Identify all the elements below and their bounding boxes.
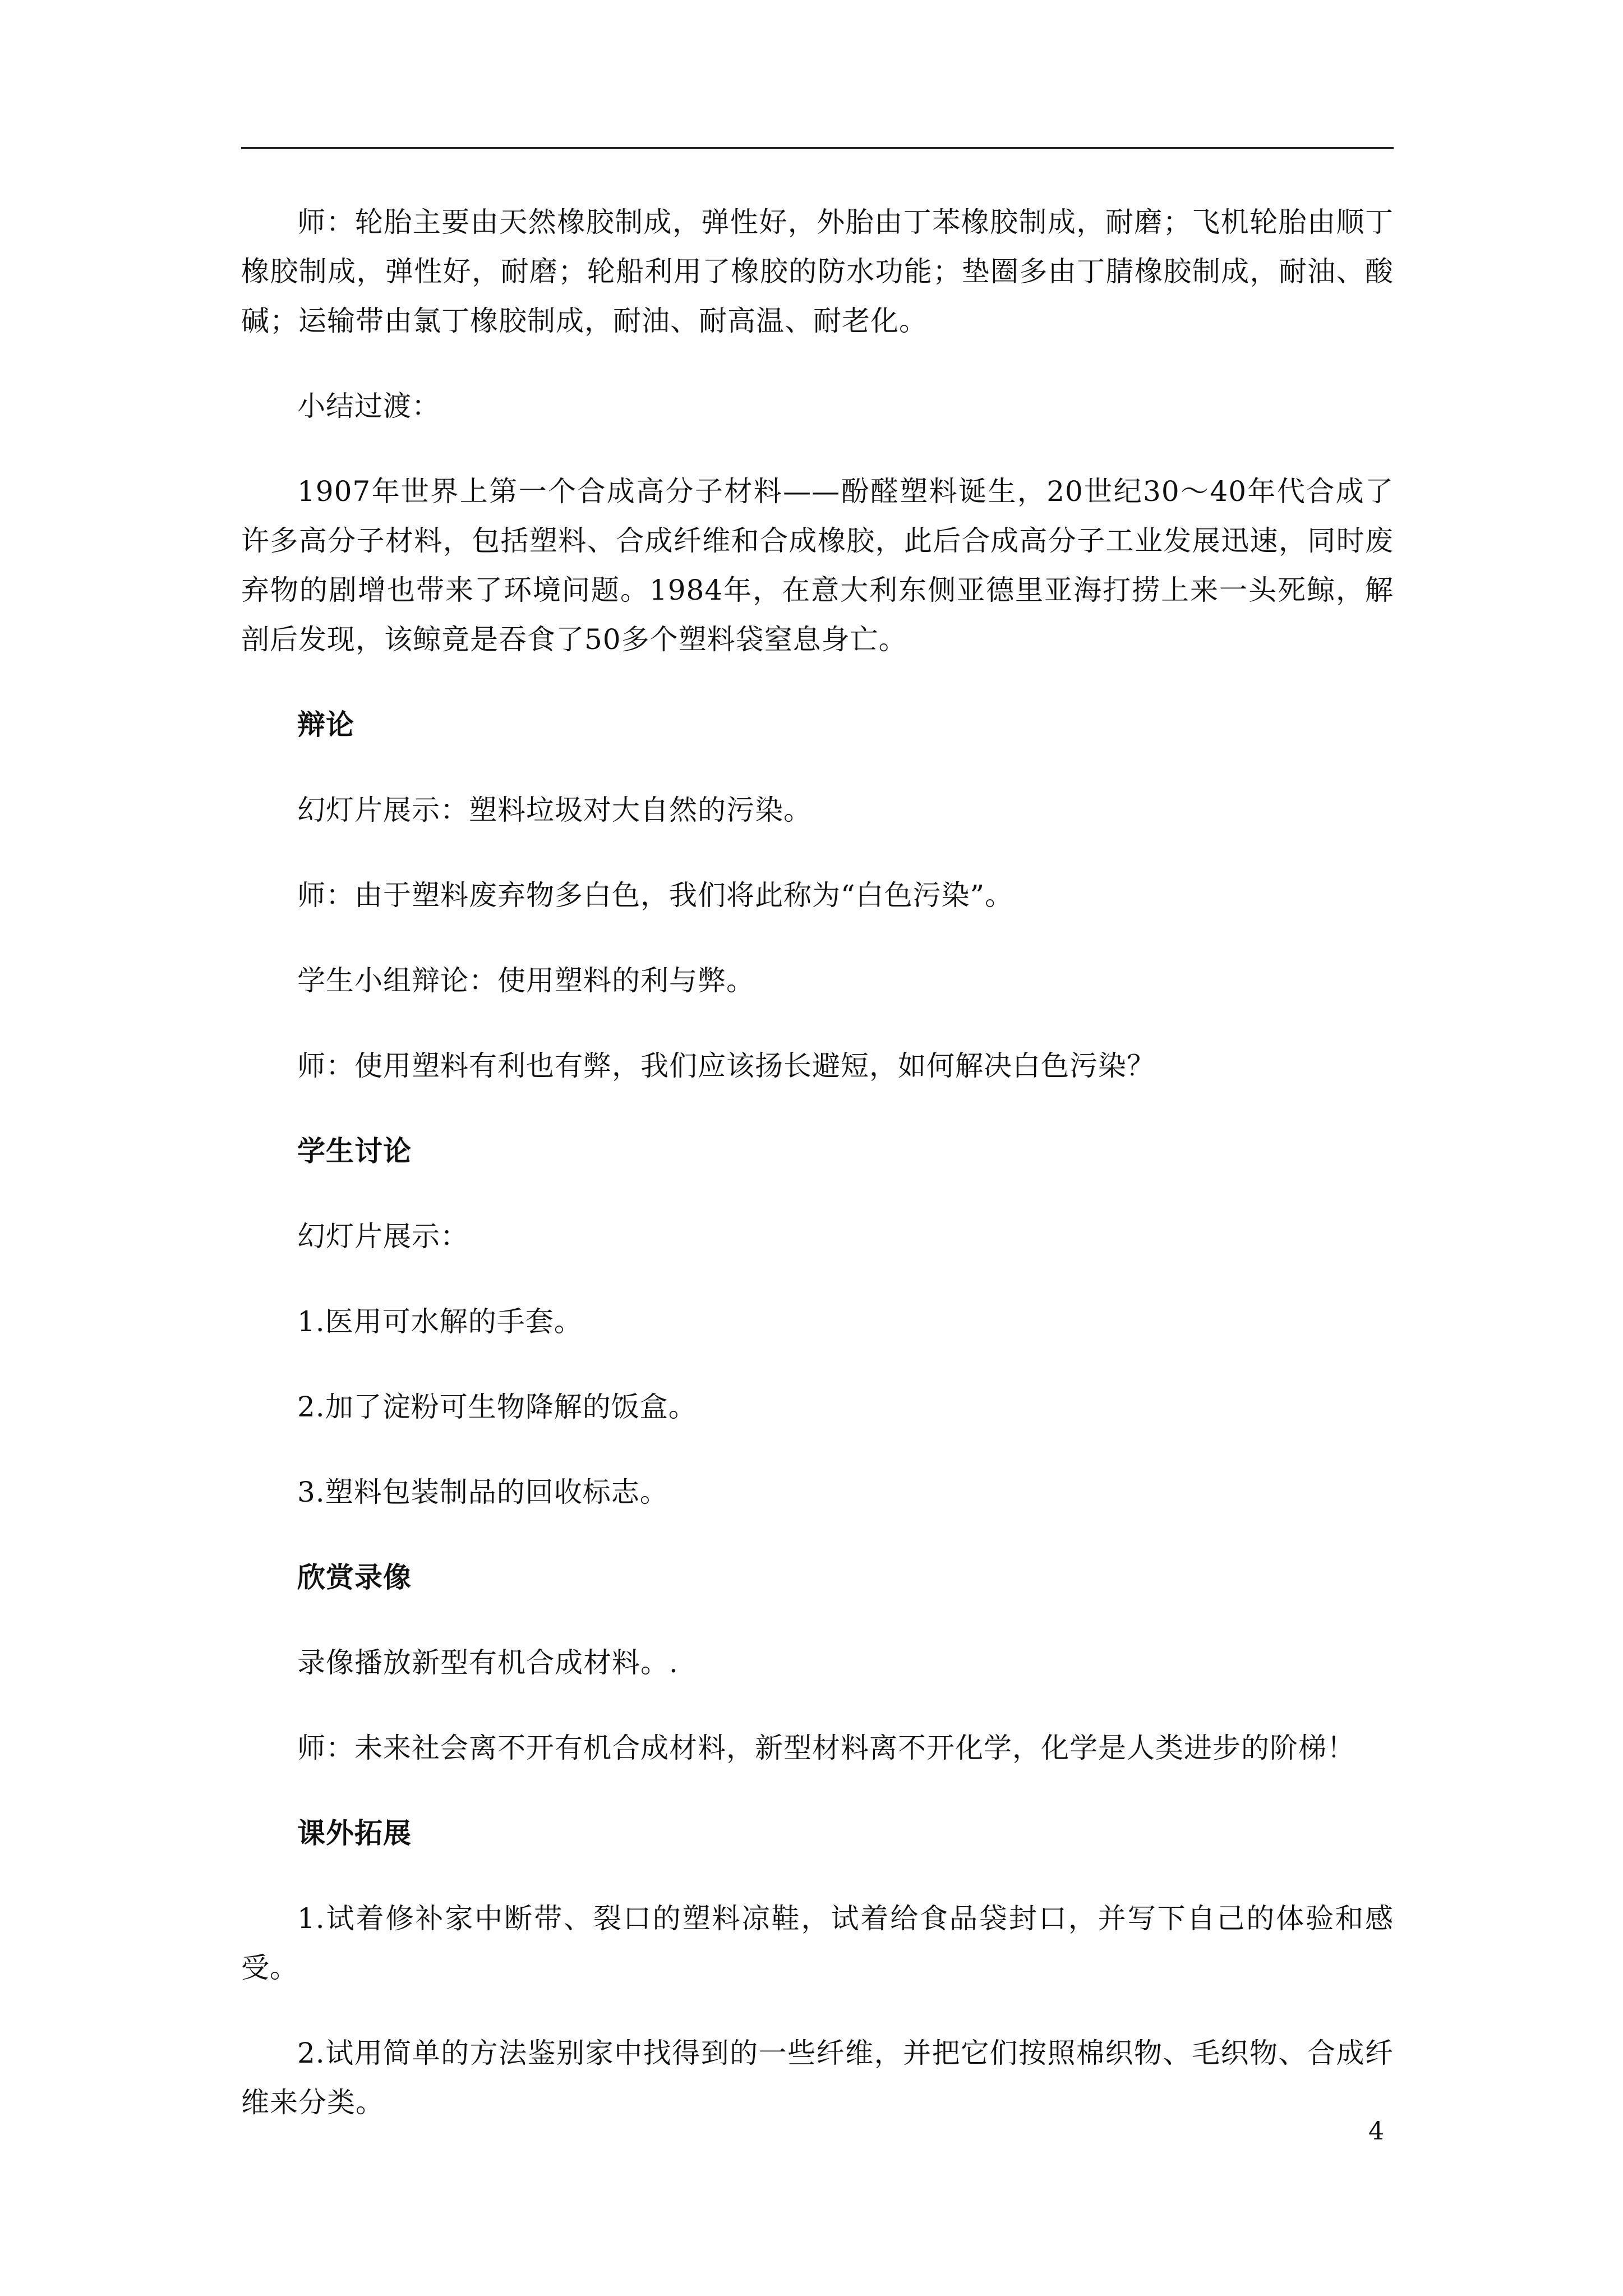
document-body [241, 197, 1394, 2127]
list-item-gloves: 1.医用可水解的手套。 [297, 1305, 583, 1338]
paragraph-video-play: 录像播放新型有机合成材料。. [297, 1646, 679, 1679]
list-item-recycling: 3.塑料包装制品的回收标志。 [297, 1476, 668, 1508]
header-rule [241, 147, 1394, 149]
list-item-lunchbox: 2.加了淀粉可生物降解的饭盒。 [297, 1391, 697, 1423]
heading-debate: 辩论 [297, 708, 354, 741]
paragraph-slide-pollution: 幻灯片展示：塑料垃圾对大自然的污染。 [297, 794, 812, 826]
paragraph-slide-show: 幻灯片展示： [297, 1220, 469, 1253]
paragraph-tire-materials: 师：轮胎主要由天然橡胶制成，弹性好，外胎由丁苯橡胶制成，耐磨；飞机轮胎由顺丁橡胶制成，弹性好，耐磨；轮船利用了橡胶的防水功能；垫圈多由丁腈橡胶制成，耐油、酸碱；运输带由氯丁橡胶制成，耐油、耐高温、耐老化。 [241, 206, 1394, 337]
paragraph-white-pollution: 师：由于塑料废弃物多白色，我们将此称为“白色污染”。 [297, 879, 1014, 912]
list-item-fibers: 2.试用简单的方法鉴别家中找得到的一些纤维，并把它们按照棉织物、毛织物、合成纤维来分类。 [241, 2037, 1394, 2119]
heading-video: 欣赏录像 [297, 1561, 412, 1594]
page-number: 4 [1368, 2117, 1384, 2146]
list-item-sandals: 1.试着修补家中断带、裂口的塑料凉鞋，试着给食品袋封口，并写下自己的体验和感受。 [241, 1902, 1394, 1984]
paragraph-group-debate: 学生小组辩论：使用塑料的利与弊。 [297, 964, 755, 997]
paragraph-summary-transition: 小结过渡： [297, 390, 440, 422]
paragraph-future: 师：未来社会离不开有机合成材料，新型材料离不开化学，化学是人类进步的阶梯！ [297, 1732, 1355, 1764]
paragraph-history: 1907年世界上第一个合成高分子材料——酚醛塑料诞生，20世纪30～40年代合成了许多高分子材料，包括塑料、合成纤维和合成橡胶，此后合成高分子工业发展迅速，同时废弃物的剧增也带来了环境问题。1984年，在意大利东侧亚德里亚海打捞上来一头死鲸，解剖后发现，该鲸竟是吞食了50多个塑料袋窒息身亡。 [241, 475, 1394, 656]
heading-extension: 课外拓展 [297, 1816, 412, 1849]
paragraph-solve-pollution: 师：使用塑料有利也有弊，我们应该扬长避短，如何解决白色污染？ [297, 1050, 1155, 1082]
heading-student-discussion: 学生讨论 [297, 1134, 412, 1167]
